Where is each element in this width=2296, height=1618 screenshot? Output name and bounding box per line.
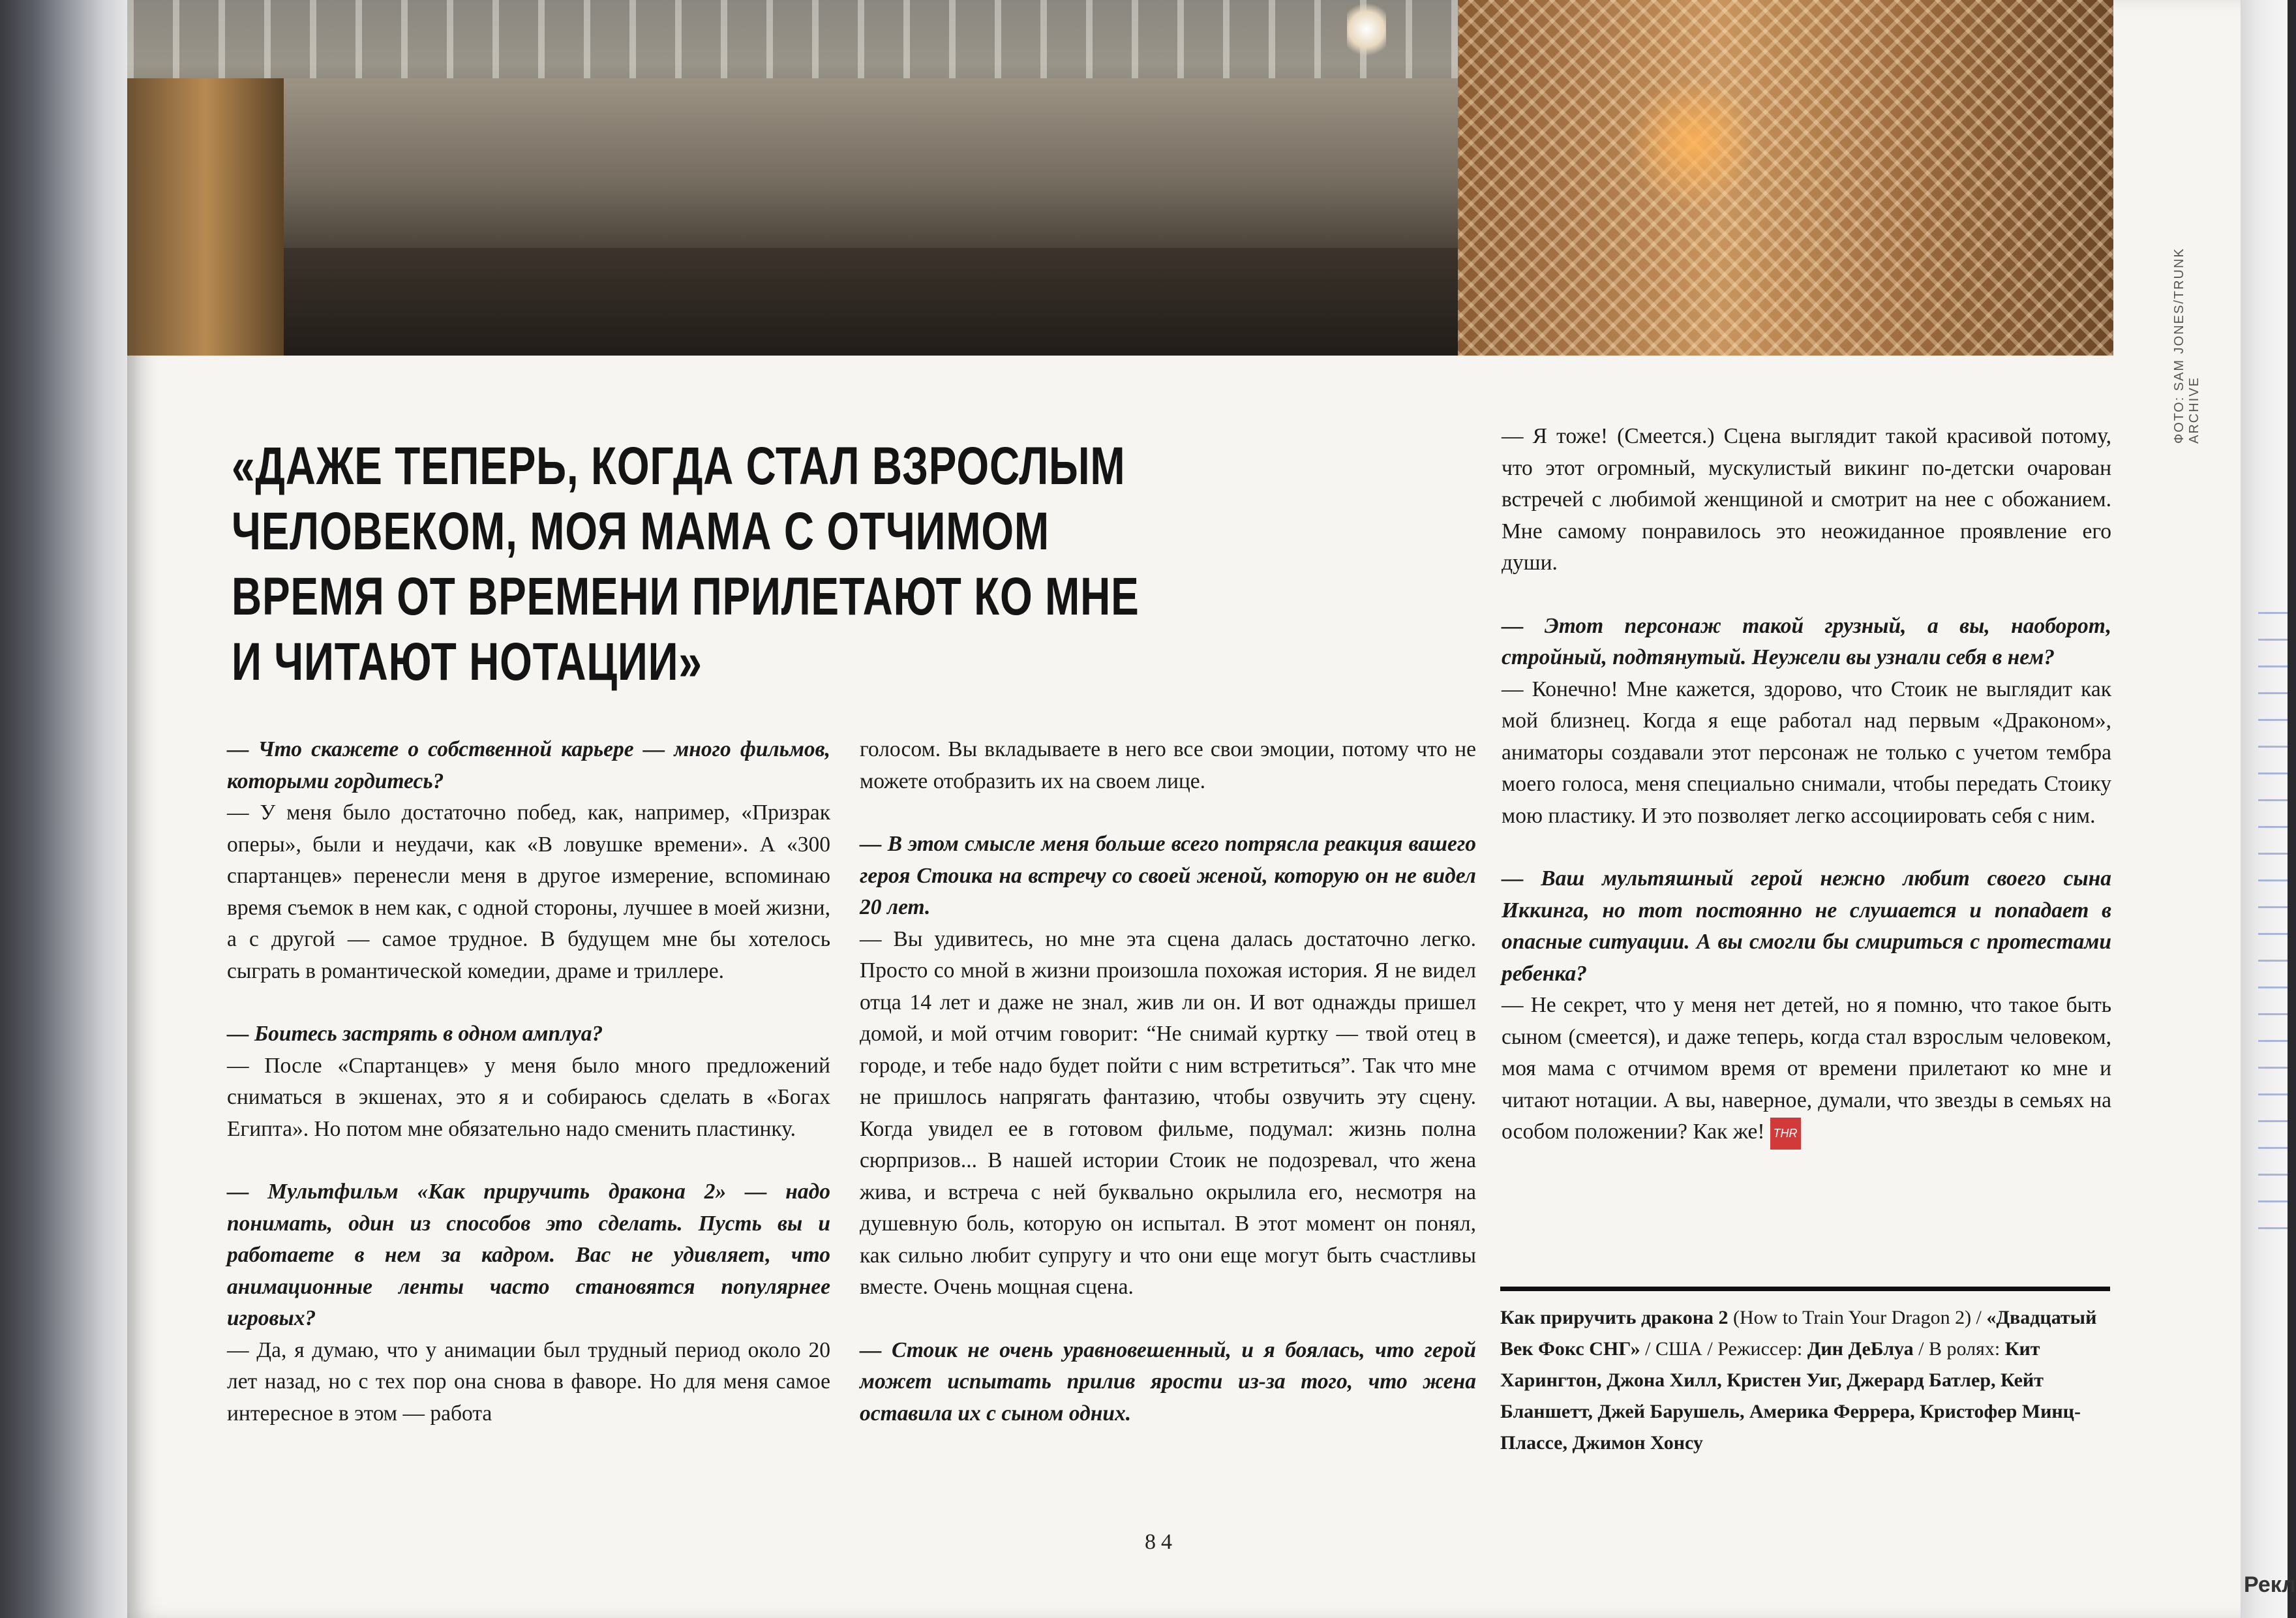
- page-number: 84: [1145, 1530, 1177, 1554]
- interview-answer: — Вы удивитесь, но мне эта сцена далась достаточно легко. Просто со мной в жизни произошла похожая история. Я не видел отца 14 лет и даже не знал, жив ли он. И вот однажды пришел домой, и мой отчим говорит: “Не снимай куртку — твой отец в городе, и тебе надо будет пойти с ним встретиться”. Так что мне не пришлось напрягать фантазию, чтобы озвучить эту сцену. Когда увидел ее в готовом фильме, подумал: жизнь полна сюрпризов... В нашей истории Стоик не подозревал, что жена жива, и встреча с ней буквально окрылила его, несмотря на душевную боль, которую он испытал. В этот момент он понял, как сильно любит супругу и что они еще могут быть счастливы вместе. Очень мощная сцена.: [860, 926, 1476, 1299]
- paragraph-gap: [227, 1145, 830, 1176]
- interview-answer: — После «Спартанцев» у меня было много предложений сниматься в экшенах, это я и собираюсь сделать в «Богах Египта». Но потом мне обязательно надо сменить пластинку.: [227, 1053, 830, 1141]
- credits-divider: [1500, 1287, 2110, 1291]
- film-cast: Кит Харингтон, Джона Хилл, Кристен Уиг, Джерард Батлер, Кейт Бланшетт, Джей Барушель, Америка Феррера, Кристофер Минц-Плассе, Джимон Хонсу: [1500, 1338, 2081, 1454]
- interview-answer: — Да, я думаю, что у анимации был трудный период около 20 лет назад, но с тех пор она снова в фаворе. Но для меня самое интересное в этом — работа: [227, 1337, 830, 1426]
- interview-answer: — Я тоже! (Смеется.) Сцена выглядит такой красивой потому, что этот огромный, мускулистый викинг по-детски очарован встречей с любимой женщиной и смотрит на нее с обожанием. Мне самому понравилось это неожиданное проявление его души.: [1502, 424, 2111, 575]
- photo-floor: [127, 248, 1458, 356]
- article-column-1: [227, 734, 830, 1429]
- cast-label: / В ролях:: [1918, 1338, 2001, 1360]
- paragraph-gap: [227, 987, 830, 1018]
- interview-answer: голосом. Вы вкладываете в него все свои эмоции, потому что не можете отобразить их на своем лице.: [860, 737, 1476, 793]
- paragraph-gap: [1502, 579, 2111, 611]
- film-title: Как приручить дракона 2: [1500, 1307, 1729, 1328]
- interview-answer: — Не секрет, что у меня нет детей, но я помню, что такое быть сыном (смеется), и даже теперь, когда стал взрослым человеком, моя мама с отчимом время от времени прилетают ко мне и читают нотации. А вы, наверное, думали, что звезды в семьях на особом положении? Как же! ТНR: [1502, 990, 2111, 1150]
- interview-question: — В этом смысле меня больше всего потрясла реакция вашего героя Стоика на встречу со своей женой, которую он не видел 20 лет.: [860, 832, 1476, 919]
- paragraph-gap: [860, 1304, 1476, 1335]
- director-label: Режиссер:: [1717, 1338, 1803, 1360]
- interview-answer: — Конечно! Мне кажется, здорово, что Стоик не выглядит как мой близнец. Когда я еще работал над первым «Драконом», аниматоры создавали этот персонаж не только с учетом тембра моего голоса, меня специально снимали, чтобы передать Стоику мою пластику. И это позволяет легко ассоциировать себя с ним.: [1502, 677, 2111, 828]
- photo-mesh-curtain: [1458, 0, 2113, 356]
- photo-railing: [127, 0, 1458, 78]
- film-country: / США /: [1645, 1338, 1713, 1360]
- interview-answer: — У меня было достаточно побед, как, например, «Призрак оперы», были и неудачи, как «В ловушке времени». А «300 спартанцев» перенесли меня в другое измерение, вспоминаю время съемок в нем как, с одной стороны, лучшее в моей жизни, а с другой — самое трудное. В будущем мне бы хотелось сыграть в романтической комедии, драме и триллере.: [227, 801, 830, 983]
- photo-credit: ФОТО: SAM JONES/TRUNK ARCHIVE: [2172, 247, 2201, 444]
- photo-light: [1347, 0, 1386, 59]
- interview-question: — Боитесь застрять в одном амплуа?: [227, 1022, 603, 1046]
- header-photo: [127, 0, 2113, 356]
- paragraph-gap: [860, 797, 1476, 829]
- film-distributor: «Двадцатый Век Фокс СНГ»: [1500, 1307, 2097, 1360]
- next-page-lines: [2258, 587, 2288, 1240]
- article-column-3: [1502, 421, 2111, 1150]
- photo-glow: [1627, 78, 1758, 209]
- interview-question: — Этот персонаж такой грузный, а вы, наоборот, стройный, подтянутый. Неужели вы узнали себя в нем?: [1502, 613, 2111, 669]
- film-director: Дин ДеБлуа: [1807, 1338, 1914, 1360]
- pull-quote-headline: «ДАЖЕ ТЕПЕРЬ, КОГДА СТАЛ ВЗРОСЛЫМ ЧЕЛОВЕКОМ, МОЯ МАМА С ОТЧИМОМ ВРЕМЯ ОТ ВРЕМЕНИ ПРИЛЕТАЮТ КО МНЕ И ЧИТАЮТ НОТАЦИИ»: [232, 436, 1140, 692]
- photo-pillar: [127, 78, 284, 356]
- interview-question: — Мультфильм «Как приручить дракона 2» — надо понимать, один из способов это сделать. Пусть вы и работаете в нем за кадром. Вас не удивляет, что анимационные ленты часто становятся популярнее игровых?: [227, 1180, 830, 1330]
- film-original-title: (How to Train Your Dragon 2) /: [1733, 1307, 1982, 1328]
- photo-wall: [284, 78, 1458, 248]
- interview-question: — Ваш мультяшный герой нежно любит своего сына Иккинга, но тот постоянно не слушается и попадает в опасные ситуации. А вы смогли бы смириться с протестами ребенка?: [1502, 866, 2111, 986]
- end-of-article-mark: ТНR: [1770, 1118, 1801, 1150]
- film-credits: [1500, 1302, 2113, 1459]
- book-spine: [0, 0, 130, 1618]
- article-column-2: [860, 734, 1476, 1429]
- next-page-fragment: Рекл: [2244, 1572, 2296, 1597]
- interview-question: — Что скажете о собственной карьере — много фильмов, которыми гордитесь?: [227, 737, 830, 793]
- interview-question: — Стоик не очень уравновешенный, и я боялась, что герой может испытать прилив ярости из-за того, что жена оставила их с сыном одних.: [860, 1337, 1476, 1426]
- paragraph-gap: [1502, 832, 2111, 863]
